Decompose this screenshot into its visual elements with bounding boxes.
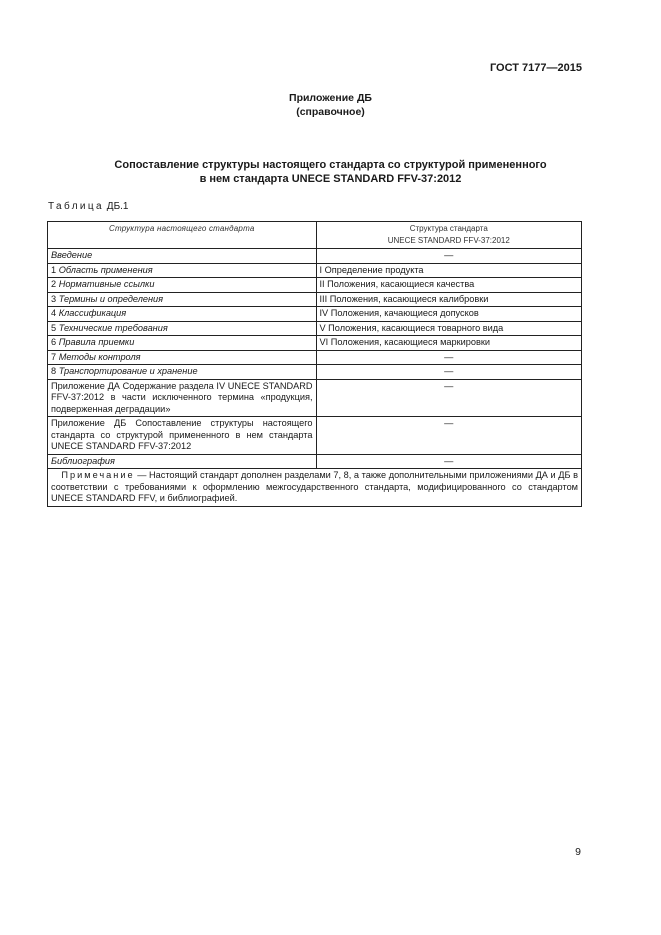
row-title: Нормативные ссылки: [58, 279, 155, 289]
section-title: [0, 158, 661, 186]
table-row: [48, 263, 582, 278]
row-right: II Положения, касающиеся качества: [316, 278, 582, 293]
row-left: [48, 454, 317, 469]
row-left: [48, 263, 317, 278]
row-title: Область применения: [58, 264, 153, 275]
row-left: Приложение ДА Содержание раздела IV UNECE STANDARD FFV-37:2012 в части исключенного термина «продукция, подверженная деградации»: [48, 379, 317, 417]
section-title-line-1: Сопоставление структуры настоящего стандарта со структурой примененного: [114, 159, 547, 171]
row-left: [48, 321, 317, 336]
row-number: 3: [51, 293, 57, 304]
row-title: Введение: [51, 250, 93, 260]
row-number: 5: [51, 322, 57, 333]
row-left: [48, 278, 317, 293]
row-title: Термины и определения: [58, 293, 164, 304]
row-right: —: [316, 350, 582, 365]
table-note: [48, 469, 582, 507]
row-right: VI Положения, касающиеся маркировки: [316, 336, 582, 351]
row-left: [48, 350, 317, 365]
table-row-bibliography: [48, 454, 582, 469]
row-title: Методы контроля: [58, 351, 141, 362]
note-text: — Настоящий стандарт дополнен разделами 7, 8, а также дополнительными приложениями ДА и ДБ в соответствии с требованиями к оформлению межгосударственного стандарта, модифицированного со стандартом UNECE STANDARD FFV, и библиографией.: [51, 470, 578, 503]
note-label: Примечание: [61, 470, 135, 480]
header-left: Структура настоящего стандарта: [48, 222, 317, 249]
header-right: [316, 222, 582, 249]
row-number: 2: [51, 279, 57, 289]
appendix-title: Приложение ДБ: [289, 92, 372, 104]
table-note-row: [48, 469, 582, 507]
table-row-appendix-da: [48, 379, 582, 417]
table-row: [48, 307, 582, 322]
header-right-line-1: Структура стандарта: [409, 224, 488, 233]
header-right-line-2: UNECE STANDARD FFV-37:2012: [387, 235, 510, 245]
row-right: III Положения, касающиеся калибровки: [316, 292, 582, 307]
row-title: Правила приемки: [58, 337, 135, 347]
row-right: —: [316, 454, 582, 469]
row-left: Приложение ДБ Сопоставление структуры настоящего стандарта со структурой примененного в нем стандарта UNECE STANDARD FFV-37:2012: [48, 417, 317, 455]
row-title: Классификация: [58, 308, 127, 318]
table-row: [48, 321, 582, 336]
row-left: [48, 365, 317, 380]
row-right: IV Положения, качающиеся допусков: [316, 307, 582, 322]
row-right: —: [316, 365, 582, 380]
page-number: 9: [575, 846, 581, 858]
row-left: [48, 292, 317, 307]
table-caption: [48, 201, 128, 212]
row-right: V Положения, касающиеся товарного вида: [316, 321, 582, 336]
table-header-row: [48, 222, 582, 249]
row-right: I Определение продукта: [316, 263, 582, 278]
table-row: [48, 365, 582, 380]
row-right: —: [316, 249, 582, 264]
row-right: —: [316, 417, 582, 455]
table-row: [48, 350, 582, 365]
row-number: 8: [51, 366, 57, 376]
section-title-line-2: в нем стандарта UNECE STANDARD FFV-37:2012: [199, 173, 462, 185]
table-row: [48, 249, 582, 264]
row-title: Технические требования: [58, 322, 168, 333]
row-left: [48, 307, 317, 322]
row-left: [48, 249, 317, 264]
row-number: 4: [51, 308, 57, 318]
table-caption-id: ДБ.1: [106, 201, 129, 212]
table-caption-label: Таблица: [48, 201, 105, 212]
row-title: Библиография: [51, 455, 115, 466]
table-row: [48, 292, 582, 307]
row-number: 6: [51, 337, 57, 347]
table-row: [48, 336, 582, 351]
appendix-subtitle: (справочное): [296, 106, 365, 118]
row-title: Транспортирование и хранение: [58, 366, 198, 376]
document-code: ГОСТ 7177—2015: [489, 62, 582, 74]
appendix-heading: [0, 91, 661, 119]
row-left: [48, 336, 317, 351]
structure-comparison-table: [47, 221, 582, 507]
row-right: —: [316, 379, 582, 417]
table-row: [48, 278, 582, 293]
table-row-appendix-db: [48, 417, 582, 455]
row-number: 7: [51, 351, 57, 362]
row-number: 1: [51, 264, 57, 275]
